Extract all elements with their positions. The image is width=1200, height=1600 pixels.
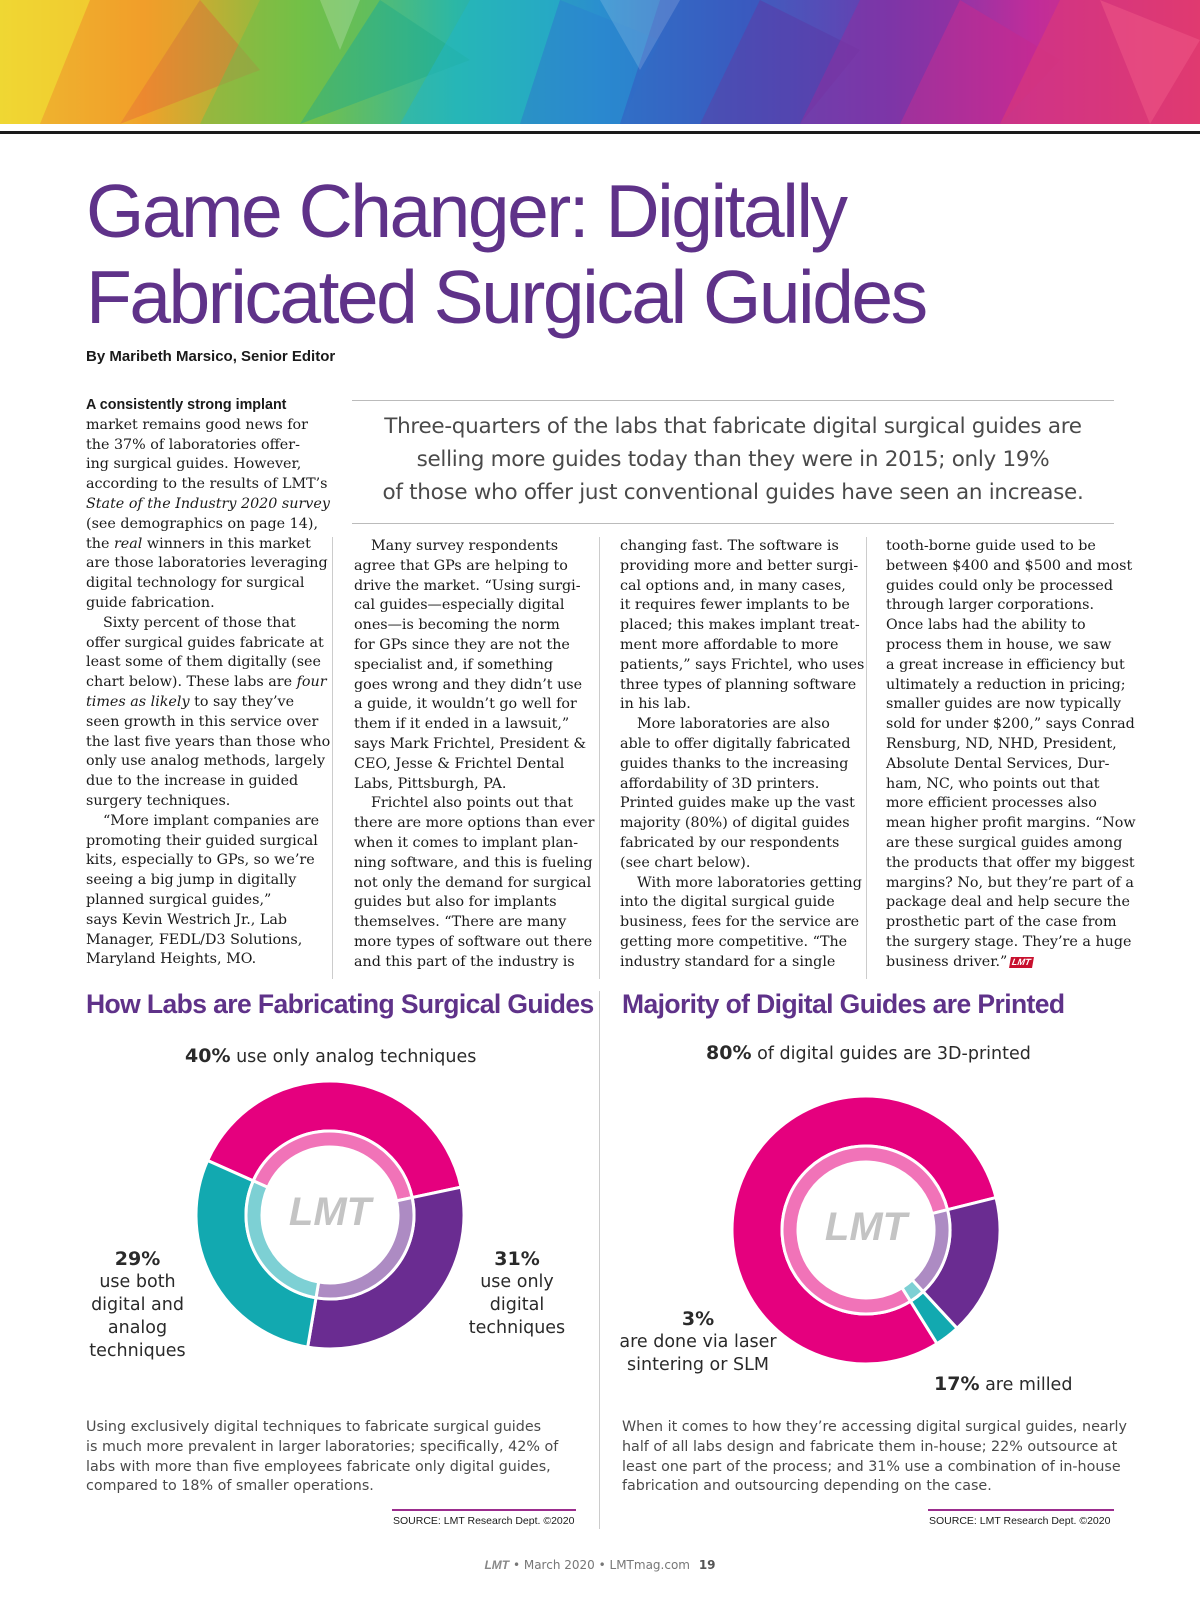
column-divider [866,537,867,979]
chart-1-right-line: techniques [468,1318,566,1338]
body-column-4 [886,537,1136,973]
body-line: three types of planning software [620,676,857,693]
caption-line: least one part of the process; and 31% use a combination of in-house [622,1458,1121,1475]
body-line: Once labs had the ability to [886,617,1086,634]
body-line: margins? No, but they’re part of a [886,874,1134,891]
chart-1-right-pct: 31% [494,1248,540,1270]
body-line: able to offer digitally fabricated [620,735,851,752]
body-line: mean higher profit margins. “Now [886,815,1136,832]
body-line: Maryland Heights, MO. [86,951,257,968]
body-line: chart below). These labs are four [86,674,327,691]
caption-line: is much more prevalent in larger laboratories; specifically, 42% of [86,1438,559,1455]
body-line: least some of them digitally (see [86,654,321,671]
geometric-banner-graphic [0,0,1200,124]
body-line: business, fees for the service are [620,914,860,931]
body-line: due to the increase in guided [86,773,299,790]
chart-1-title: How Labs are Fabricating Surgical Guides [86,989,594,1019]
footer-separator: • [598,1558,606,1572]
body-line: when it comes to implant plan- [354,834,579,851]
body-line: more efficient processes also [886,795,1097,812]
pullquote-line: of those who offer just conventional guides have seen an increase. [382,480,1084,505]
chart-divider [599,991,600,1529]
chart-2-title: Majority of Digital Guides are Printed [622,989,1065,1019]
chart-1-right-line: digital [489,1295,545,1315]
caption-line: When it comes to how they’re accessing digital surgical guides, nearly [622,1419,1127,1435]
body-line: CEO, Jesse & Frichtel Dental [354,755,565,772]
body-line: guides thanks to the increasing [620,755,849,772]
pull-quote [352,400,1114,524]
body-line: (see demographics on page 14), [86,515,318,532]
body-line: guides but also for implants [354,894,557,911]
chart-1-source-rule [392,1509,576,1511]
chart-2-right-label [934,1373,1072,1395]
body-line: Many survey respondents [371,538,559,554]
body-line: Absolute Dental Services, Dur- [886,755,1110,772]
caption-line: Using exclusively digital techniques to fabricate surgical guides [86,1419,542,1435]
pullquote-line: Three-quarters of the labs that fabricate digital surgical guides are [384,414,1082,439]
body-line: the surgery stage. They’re a huge [886,933,1132,950]
body-line: tooth-borne guide used to be [886,538,1096,554]
byline: By Maribeth Marsico, Senior Editor [86,348,336,365]
body-line: not only the demand for surgical [354,874,592,891]
italic-emphasis: times as likely [86,693,190,710]
chart-1-left-label [80,1248,195,1363]
body-line: sold for under $200,” says Conrad [886,716,1135,733]
banner-rule [0,131,1200,134]
chart-2-top-pct: 80% [706,1042,752,1064]
chart-1-donut [190,1075,470,1375]
body-line: prosthetic part of the case from [886,914,1117,931]
decorative-banner [0,0,1200,124]
chart-1-left-line: use both [99,1272,176,1292]
title-line-2: Fabricated Surgical Guides [86,255,926,339]
footer-site: LMTmag.com [609,1558,690,1572]
body-line: are these surgical guides among [886,834,1123,851]
body-line: surgery techniques. [86,792,231,809]
chart-2-left-label [618,1308,778,1377]
body-column-3 [620,537,865,973]
chart-1-top-pct: 40% [185,1045,231,1067]
body-line: offer surgical guides fabricate at [86,634,324,651]
chart-2-top-label [706,1042,1031,1064]
caption-line: fabrication and outsourcing depending on the case. [622,1478,992,1495]
body-line: digital technology for surgical [86,575,305,592]
chart-2-source-rule [928,1509,1114,1511]
body-line: Frichtel also points out that [371,795,573,812]
chart-1-left-line: techniques [89,1341,186,1361]
chart-1-top-text: use only analog techniques [236,1047,477,1067]
body-line: according to the results of LMT’s [86,476,328,493]
body-column-2 [354,537,595,973]
chart-1-caption [86,1418,558,1497]
chart-2-right-pct: 17% [934,1373,980,1395]
footer-logo: LMT [484,1558,510,1572]
body-line: ones—is becoming the norm [354,617,560,634]
body-line: Printed guides make up the vast [620,795,855,812]
body-line: in his lab. [620,696,691,713]
body-line: fabricated by our respondents [620,834,840,851]
body-line: more types of software out there [354,933,593,950]
chart-2-top-text: of digital guides are 3D-printed [757,1044,1031,1064]
body-line: seen growth in this service over [86,713,319,730]
column-divider [599,537,600,979]
body-line: ning software, and this is fueling [354,854,593,871]
caption-line: compared to 18% of smaller operations. [86,1478,374,1495]
body-line: providing more and better surgi- [620,557,859,574]
body-line: market remains good news for [86,416,308,433]
page-footer [0,1558,1200,1572]
body-line: the 37% of laboratories offer- [86,436,300,453]
article-title [86,168,1116,340]
body-line: the last five years than those who [86,733,331,750]
body-line: ham, NC, who points out that [886,775,1100,792]
body-line: specialist and, if something [354,656,554,673]
body-line: it requires fewer implants to be [620,597,850,614]
lmt-logo-1: LMT [288,1190,372,1234]
caption-line: half of all labs design and fabricate them in-house; 22% outsource at [622,1438,1118,1455]
body-line: and this part of the industry is [354,953,575,970]
body-line: majority (80%) of digital guides [620,815,850,832]
body-line: smaller guides are now typically [886,696,1122,713]
chart-1-top-label [185,1045,476,1067]
body-line: package deal and help secure the [886,894,1130,911]
body-line: State of the Industry 2020 survey [86,495,330,512]
body-line: them if it ended in a lawsuit,” [354,716,570,733]
column-divider [332,537,333,979]
body-line: Manager, FEDL/D3 Solutions, [86,931,303,948]
footer-separator: • [512,1558,521,1572]
chart-2-left-pct: 3% [681,1308,715,1330]
body-line: guides could only be processed [886,577,1114,594]
chart-1-source: SOURCE: LMT Research Dept. ©2020 [393,1515,575,1527]
chart-1-left-line: analog [107,1318,168,1338]
body-line: only use analog methods, largely [86,753,326,770]
body-line: a great increase in efficiency but [886,656,1125,673]
body-line: ment more affordable to more [620,636,839,653]
lmt-logo-2: LMT [824,1205,908,1249]
pullquote-line: selling more guides today than they were in 2015; only 19% [416,447,1050,472]
caption-line: labs with more than five employees fabricate only digital guides, [86,1458,551,1475]
body-line: ultimately a reduction in pricing; [886,676,1126,693]
chart-2-caption [622,1418,1127,1497]
body-line: into the digital surgical guide [620,894,835,911]
chart-1-right-line: use only [480,1272,554,1292]
body-line: says Kevin Westrich Jr., Lab [86,911,288,928]
body-line: More laboratories are also [637,716,830,733]
lead-in: A consistently strong implant [86,397,287,413]
body-line: drive the market. “Using surgi- [354,577,581,594]
body-line: goes wrong and they didn’t use [354,676,583,693]
body-line: kits, especially to GPs, so we’re [86,852,315,869]
body-line: cal guides—especially digital [354,597,565,614]
chart-2-right-text: are milled [985,1375,1073,1395]
body-line: a guide, it wouldn’t go well for [354,696,577,713]
body-line: “More implant companies are [103,812,320,829]
body-line: affordability of 3D printers. [620,775,820,792]
body-line: cal options and, in many cases, [620,577,846,594]
body-line: Rensburg, ND, NHD, President, [886,735,1117,752]
chart-1-left-line: digital and [91,1295,184,1315]
body-line: patients,” says Frichtel, who uses [620,656,865,673]
body-line: changing fast. The software is [620,538,839,554]
chart-2-left-line: sintering or SLM [627,1355,769,1375]
body-line: With more laboratories getting [637,874,862,891]
body-line: are those laboratories leveraging [86,555,328,572]
title-line-1: Game Changer: Digitally [86,169,846,253]
body-line: process them in house, we saw [886,636,1112,653]
body-line: through larger corporations. [886,597,1095,614]
chart-2-left-line: are done via laser [619,1332,777,1352]
body-line: between $400 and $500 and most [886,557,1133,574]
body-line: says Mark Frichtel, President & [354,735,587,752]
end-mark-logo: LMT [1009,957,1033,968]
body-line: agree that GPs are helping to [354,557,568,574]
body-line: seeing a big jump in digitally [86,872,297,889]
body-line: the real winners in this market [86,535,311,552]
chart-1-left-pct: 29% [114,1248,161,1270]
body-column-1 [86,396,331,970]
chart-2-source: SOURCE: LMT Research Dept. ©2020 [929,1515,1111,1527]
italic-emphasis: four [296,674,327,691]
body-line: guide fabrication. [86,594,215,611]
body-line: there are more options than ever [354,815,595,832]
body-line: Labs, Pittsburgh, PA. [354,775,507,792]
page-number: 19 [698,1558,716,1572]
body-line: themselves. “There are many [354,914,567,931]
italic-emphasis: real [113,535,143,552]
body-line: the products that offer my biggest [886,854,1135,871]
body-line: planned surgical guides,” [86,891,272,908]
body-line: business driver.” [886,953,1008,970]
body-line: Sixty percent of those that [103,614,296,631]
body-line: industry standard for a single [620,953,836,970]
chart-1-right-label [462,1248,572,1340]
body-line: placed; this makes implant treat- [620,617,860,634]
body-line: (see chart below). [620,854,751,871]
body-line: ing surgical guides. However, [86,456,302,473]
body-line: for GPs since they are not the [354,636,570,653]
footer-issue: March 2020 [523,1558,595,1572]
body-line: promoting their guided surgical [86,832,318,849]
body-line: times as likely to say they’ve [86,693,295,710]
body-line: getting more competitive. “The [620,933,848,950]
